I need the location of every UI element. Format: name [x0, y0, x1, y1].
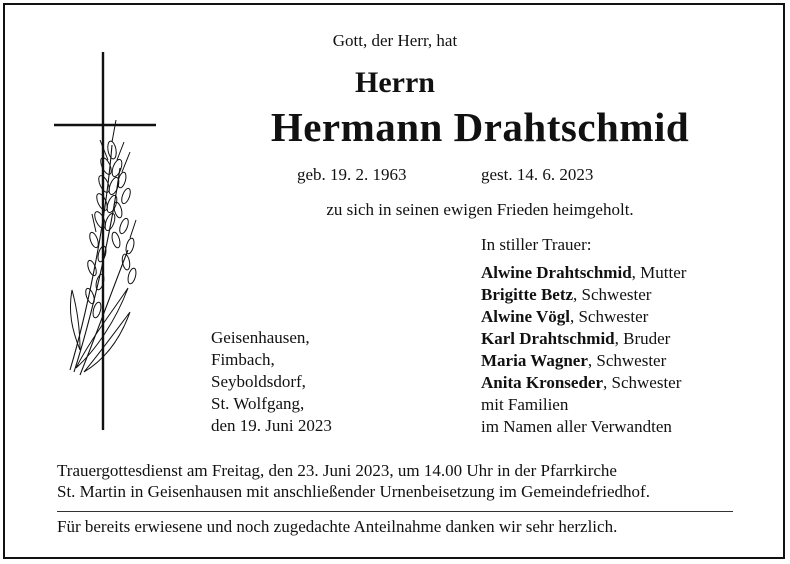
- thanks-line: Für bereits erwiesene und noch zugedachte Anteilnahme danken wir sehr herzlich.: [57, 517, 618, 536]
- mourner-relation: , Schwester: [587, 351, 667, 370]
- mourner-row: [481, 284, 686, 306]
- mourner-name: Alwine Vögl: [481, 307, 570, 326]
- mourner-relation: , Schwester: [603, 373, 682, 392]
- place-line: Geisenhausen,: [211, 328, 310, 347]
- service-line: Trauergottesdienst am Freitag, den 23. Juni 2023, um 14.00 Uhr in der Pfarrkirche: [57, 461, 617, 480]
- deceased-name: Hermann Drahtschmid: [270, 104, 690, 150]
- cross-with-wheat-icon: [50, 50, 165, 435]
- mourner-relation: , Mutter: [631, 263, 687, 282]
- intro-line: Gott, der Herr, hat: [332, 31, 458, 50]
- family-line: im Namen aller Verwandten: [481, 417, 672, 436]
- place-line: Fimbach,: [211, 350, 275, 369]
- place-line: St. Wolfgang,: [211, 394, 305, 413]
- mourner-relation: , Schwester: [569, 307, 649, 326]
- family-line: mit Familien: [481, 395, 569, 414]
- divider: [57, 511, 733, 512]
- mourner-row: [481, 306, 686, 328]
- mourner-name: Karl Drahtschmid: [481, 329, 615, 348]
- mourner-name: Anita Kronseder: [481, 373, 603, 392]
- mourner-row: [481, 372, 686, 394]
- service-info: [57, 460, 650, 502]
- place-line: Seyboldsdorf,: [211, 372, 306, 391]
- peace-line: zu sich in seinen ewigen Frieden heimgeholt.: [326, 200, 634, 219]
- death-date: gest. 14. 6. 2023: [481, 165, 594, 184]
- notice-date: den 19. Juni 2023: [211, 416, 332, 435]
- mourner-row: [481, 350, 686, 372]
- mourners-list: [481, 262, 686, 438]
- places-list: [211, 327, 332, 437]
- mourner-relation: , Bruder: [614, 329, 671, 348]
- service-line: St. Martin in Geisenhausen mit anschließender Urnenbeisetzung im Gemeindefriedhof.: [57, 482, 650, 501]
- birth-date: geb. 19. 2. 1963: [297, 165, 407, 184]
- salutation: Herrn: [355, 66, 435, 99]
- mourner-name: Alwine Drahtschmid: [481, 263, 632, 282]
- mourner-name: Maria Wagner: [481, 351, 588, 370]
- mourner-row: [481, 262, 686, 284]
- mourner-row: [481, 328, 686, 350]
- mourner-relation: , Schwester: [573, 285, 652, 304]
- mourning-intro: In stiller Trauer:: [481, 235, 592, 254]
- mourner-name: Brigitte Betz: [481, 285, 574, 304]
